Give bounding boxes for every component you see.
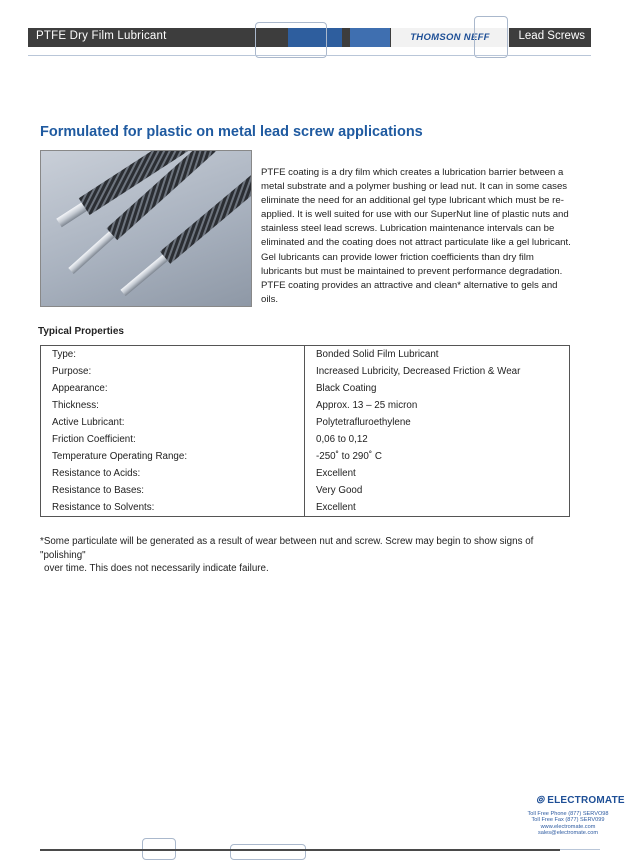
lead-screws-image — [41, 151, 251, 306]
property-value: Black Coating — [316, 383, 377, 394]
property-label: Resistance to Solvents: — [41, 499, 305, 517]
footnote-line: over time. This does not necessarily indicate failure. — [44, 563, 269, 574]
lead-screws-photo — [40, 150, 252, 307]
footer-rule — [40, 849, 560, 851]
electromate-brand-text: ELECTROMATE — [547, 795, 625, 806]
property-value: -250˚ to 290˚ C — [316, 451, 382, 462]
properties-table — [40, 345, 570, 517]
contact-block — [520, 811, 616, 837]
property-value: Increased Lubricity, Decreased Friction & Wear — [316, 366, 521, 377]
brand-logo-text: THOMSON NEFF — [410, 32, 490, 43]
footer-decor-outline — [230, 844, 306, 860]
header-decor-outline — [474, 16, 508, 58]
footnote — [40, 535, 580, 576]
page-title: Formulated for plastic on metal lead screw applications — [40, 124, 423, 140]
header-section-label: PTFE Dry Film Lubricant — [36, 30, 167, 42]
header-decor-outline — [255, 22, 327, 58]
property-label: Type: — [41, 346, 305, 364]
property-label: Friction Coefficient: — [41, 431, 305, 448]
property-value: 0,06 to 0,12 — [316, 434, 368, 445]
property-label: Active Lubricant: — [41, 414, 305, 431]
table-row — [41, 448, 570, 465]
property-value: Polytetrafluroethylene — [316, 417, 411, 428]
property-label: Resistance to Bases: — [41, 482, 305, 499]
table-row — [41, 380, 570, 397]
contact-fax: Toll Free Fax (877) SERV099 — [531, 817, 605, 824]
table-row — [41, 397, 570, 414]
table-row — [41, 363, 570, 380]
table-row — [41, 499, 570, 517]
property-label: Appearance: — [41, 380, 305, 397]
table-row — [41, 482, 570, 499]
table-row — [41, 414, 570, 431]
table-row — [41, 346, 570, 364]
header-category-label: Lead Screws — [518, 30, 585, 42]
header-rule — [28, 55, 591, 56]
description-paragraph: PTFE coating is a dry film which creates a lubrication barrier between a metal substrate and a polymer bushing or lead nut. It can in some cases eliminate the need for an additional gel type lubricant which must be re-applied. It is well suited for use with our SuperNut line of plastic nuts and stainless steel lead screws. Lubrication maintenance intervals can be eliminated and the coating does not attract particulate like a gel lubricant. Gel lubricants can provide lower friction coefficients than dry film lubricants but must be maintained to prevent performance degradation. PTFE coating provides an attractive and clean* alternative to gels and oils. — [261, 167, 571, 305]
footer-rule-light — [560, 849, 600, 850]
contact-phone: Toll Free Phone (877) SERVO98 — [527, 811, 609, 817]
table-row — [41, 431, 570, 448]
properties-heading: Typical Properties — [38, 326, 124, 337]
header-accent-block — [350, 28, 390, 47]
property-value: Approx. 13 – 25 micron — [316, 400, 418, 411]
footnote-line: *Some particulate will be generated as a result of wear between nut and screw. Screw may begin to show signs of "polishing" — [40, 536, 534, 561]
property-label: Thickness: — [41, 397, 305, 414]
property-value: Very Good — [316, 485, 363, 496]
electromate-logo — [536, 795, 625, 806]
contact-website[interactable]: www.electromate.com — [540, 823, 596, 830]
table-row — [41, 465, 570, 482]
property-label: Resistance to Acids: — [41, 465, 305, 482]
property-label: Temperature Operating Range: — [41, 448, 305, 465]
property-value: Excellent — [316, 502, 356, 513]
property-label: Purpose: — [41, 363, 305, 380]
contact-email[interactable]: sales@electromate.com — [537, 830, 599, 837]
electromate-mark-icon: ⦾ — [536, 795, 545, 806]
property-value: Bonded Solid Film Lubricant — [316, 349, 439, 360]
property-value: Excellent — [316, 468, 356, 479]
